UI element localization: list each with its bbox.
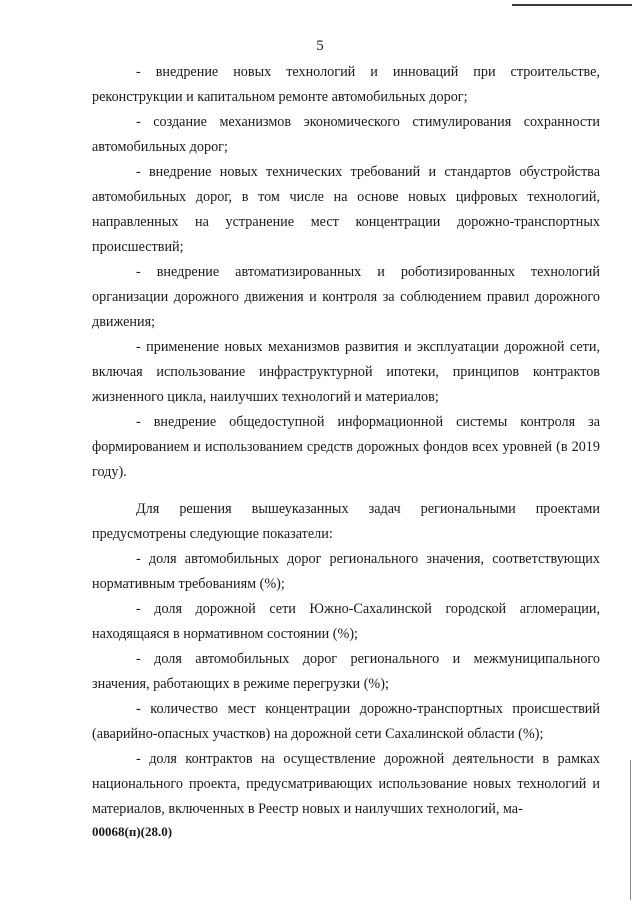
list-item: - внедрение общедоступной информационной системы контроля за формированием и использованием средств дорожных фондов всех уровней (в 2019 году). (92, 414, 600, 480)
indicator-item: - доля автомобильных дорог регионального значения, соответствующих нормативным требованиям (%); (92, 551, 600, 592)
list-item: - применение новых механизмов развития и эксплуатации дорожной сети, включая использование инфраструктурной ипотеки, принципов контрактов жизненного цикла, наилучших технологий и материалов; (92, 339, 600, 405)
page-number: 5 (316, 38, 324, 54)
list-item: - создание механизмов экономического стимулирования сохранности автомобильных дорог; (92, 114, 600, 155)
indicator-item: - доля контрактов на осуществление дорожной деятельности в рамках национального проекта, предусматривающих использование новых технологий и материалов, включенных в Реестр новых и наилучших технологий, ма- (92, 751, 600, 817)
scan-artifact-line (512, 4, 632, 6)
indicator-item: - количество мест концентрации дорожно-транспортных происшествий (аварийно-опасных участков) на дорожной сети Сахалинской области (%); (92, 701, 600, 742)
list-item: - внедрение новых технологий и инноваций при строительстве, реконструкции и капитальном ремонте автомобильных дорог; (92, 64, 600, 105)
indicators-intro: Для решения вышеуказанных задач региональными проектами предусмотрены следующие показатели: (92, 501, 600, 542)
document-code: 00068(п)(28.0) (92, 824, 173, 839)
indicator-item: - доля дорожной сети Южно-Сахалинской городской агломерации, находящаяся в нормативном состоянии (%); (92, 601, 600, 642)
list-item: - внедрение автоматизированных и роботизированных технологий организации дорожного движения и контроля за соблюдением правил дорожного движения; (92, 264, 600, 330)
body-text (92, 60, 600, 822)
scan-artifact-edge (630, 760, 631, 900)
list-item: - внедрение новых технических требований и стандартов обустройства автомобильных дорог, в том числе на основе новых цифровых технологий, направленных на устранение мест концентрации дорожно-транспортных происшествий; (92, 164, 600, 255)
indicator-item: - доля автомобильных дорог регионального и межмуниципального значения, работающих в режиме перегрузки (%); (92, 651, 600, 692)
